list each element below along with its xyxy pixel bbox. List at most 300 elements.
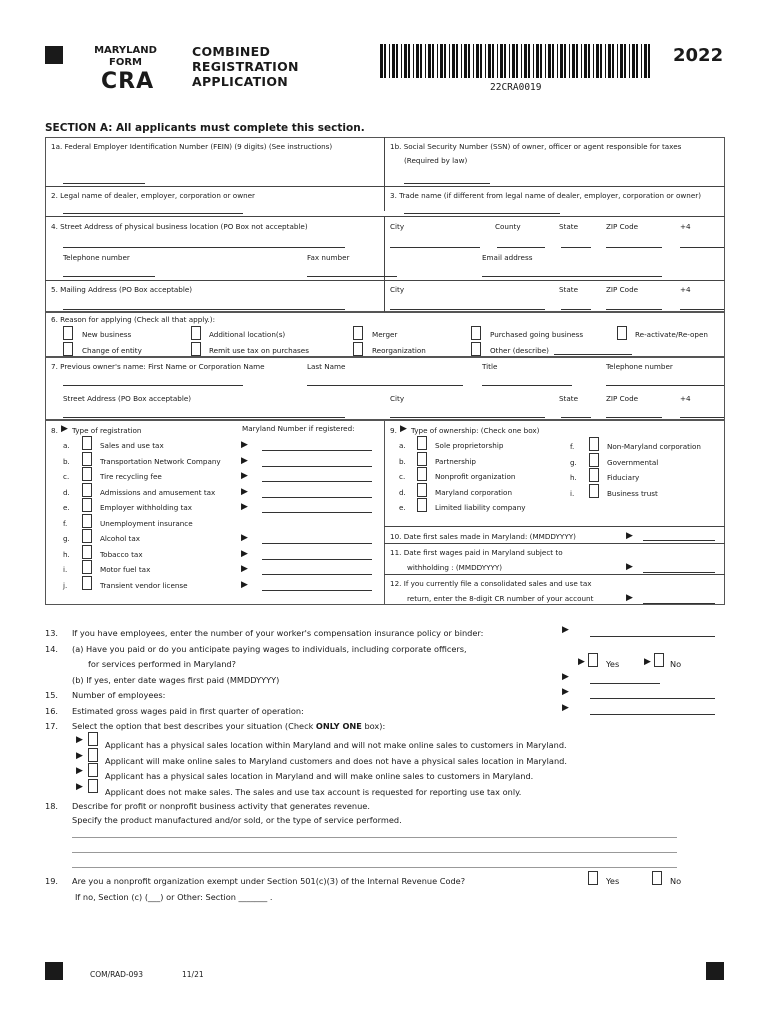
barcode-bar bbox=[588, 44, 590, 78]
divider bbox=[384, 543, 725, 544]
prev-zip-input[interactable] bbox=[606, 417, 662, 418]
barcode-bar bbox=[425, 44, 426, 78]
barcode-bar bbox=[521, 44, 522, 78]
barcode-bar bbox=[584, 44, 587, 78]
ownership-label: Nonprofit organization bbox=[435, 472, 516, 481]
barcode-bar bbox=[548, 44, 551, 78]
md-number-input[interactable] bbox=[262, 481, 372, 482]
barcode-bar bbox=[492, 44, 494, 78]
barcode-bar bbox=[401, 44, 402, 78]
registration-mark-bottom-left bbox=[45, 962, 63, 980]
cr-number-label: 12. If you currently file a consolidated sales and use tax bbox=[390, 579, 592, 588]
md-number-input[interactable] bbox=[262, 574, 372, 575]
barcode-text: 22CRA0019 bbox=[490, 82, 542, 93]
q17-option-checkbox[interactable] bbox=[88, 763, 98, 777]
legal-name-input[interactable] bbox=[63, 213, 243, 214]
footer-form-id: COM/RAD-093 bbox=[90, 970, 143, 979]
fein-input[interactable] bbox=[63, 183, 145, 184]
title-line: APPLICATION bbox=[192, 74, 289, 89]
ownership-checkbox[interactable] bbox=[417, 436, 427, 450]
prev-plus4-label: +4 bbox=[680, 394, 691, 403]
q15-number: 15. bbox=[45, 690, 59, 700]
q13-text: If you have employees, enter the number of your worker's compensation insurance policy or binder: bbox=[72, 628, 484, 638]
barcode-bar bbox=[644, 44, 647, 78]
barcode-bar bbox=[437, 44, 438, 78]
barcode-bar bbox=[600, 44, 602, 78]
arrow-icon: ▶ bbox=[626, 562, 633, 572]
prev-last-name-input[interactable] bbox=[307, 385, 463, 386]
q17-option-label: Applicant will make online sales to Maryland customers and does not have a physical sales location in Maryland. bbox=[105, 755, 567, 766]
arrow-icon: ▶ bbox=[626, 531, 633, 541]
q18-input-line-2[interactable] bbox=[72, 852, 677, 853]
first-wages-date-input[interactable] bbox=[643, 572, 715, 573]
ownership-label: Sole proprietorship bbox=[435, 441, 504, 450]
other-reason-checkbox[interactable] bbox=[471, 342, 481, 356]
barcode-bar bbox=[420, 44, 422, 78]
barcode-bar bbox=[528, 44, 530, 78]
q16-text: Estimated gross wages paid in first quarter of operation: bbox=[72, 706, 304, 716]
barcode-bar bbox=[497, 44, 498, 78]
barcode-bar bbox=[564, 44, 566, 78]
legal-name-label: 2. Legal name of dealer, employer, corporation or owner bbox=[51, 191, 256, 200]
registration-letter: d. bbox=[63, 487, 70, 497]
barcode-bar bbox=[617, 44, 618, 78]
first-sales-date-input[interactable] bbox=[643, 540, 715, 541]
prev-city-label: City bbox=[390, 394, 405, 403]
q18-text-2: Specify the product manufactured and/or sold, or the type of service performed. bbox=[72, 815, 402, 825]
barcode-bar bbox=[392, 44, 395, 78]
barcode-bar bbox=[396, 44, 398, 78]
barcode-bar bbox=[512, 44, 515, 78]
registration-letter: e. bbox=[63, 503, 70, 512]
q16-gross-wages-input[interactable] bbox=[590, 714, 715, 715]
ownership-label: Type of ownership: (Check one box) bbox=[411, 426, 540, 435]
prev-street-label: Street Address (PO Box acceptable) bbox=[63, 394, 192, 403]
barcode-bar bbox=[413, 44, 414, 78]
new-business-label: New business bbox=[82, 330, 132, 339]
ownership-letter: h. bbox=[570, 473, 577, 482]
arrow-icon: ▶ bbox=[562, 687, 569, 697]
prev-state-label: State bbox=[559, 394, 579, 403]
q17-option-checkbox[interactable] bbox=[88, 732, 98, 746]
ownership-letter: f. bbox=[570, 442, 575, 451]
barcode-bar bbox=[632, 44, 635, 78]
prev-title-input[interactable] bbox=[482, 385, 572, 386]
q14b-date-input[interactable] bbox=[590, 683, 660, 684]
barcode-bar bbox=[593, 44, 594, 78]
barcode-bar bbox=[572, 44, 575, 78]
ownership-checkbox[interactable] bbox=[589, 453, 599, 467]
section-a-heading: SECTION A: All applicants must complete this section. bbox=[45, 122, 365, 134]
divider bbox=[384, 574, 725, 575]
barcode-bar bbox=[560, 44, 563, 78]
reorganization-checkbox[interactable] bbox=[353, 342, 363, 356]
arrow-icon: ▶ bbox=[76, 735, 83, 745]
q19-yes-checkbox[interactable] bbox=[588, 871, 598, 885]
ownership-checkbox[interactable] bbox=[589, 437, 599, 451]
registration-letter: b. bbox=[63, 456, 70, 466]
ownership-number: 9. bbox=[390, 426, 397, 435]
q19-no-checkbox[interactable] bbox=[652, 871, 662, 885]
registration-type-checkbox[interactable] bbox=[82, 576, 92, 590]
md-number-input[interactable] bbox=[262, 497, 372, 498]
ownership-label: Limited liability company bbox=[435, 503, 526, 512]
ownership-letter: c. bbox=[399, 472, 406, 481]
divider bbox=[384, 137, 385, 211]
registration-type-label: Employer withholding tax bbox=[100, 503, 193, 512]
mailing-plus4-label: +4 bbox=[680, 285, 691, 294]
mailing-zip-input[interactable] bbox=[606, 309, 662, 310]
q17-option-label: Applicant has a physical sales location within Maryland and will not make online sales to customers in Maryland. bbox=[105, 740, 567, 750]
registration-letter: c. bbox=[63, 472, 70, 481]
registration-type-checkbox[interactable] bbox=[82, 452, 92, 466]
q19-number: 19. bbox=[45, 876, 59, 886]
prev-plus4-input[interactable] bbox=[680, 417, 724, 418]
barcode-bar bbox=[488, 44, 491, 78]
ownership-checkbox[interactable] bbox=[589, 468, 599, 482]
registration-mark-top-left bbox=[45, 46, 63, 64]
barcode-bar bbox=[380, 44, 383, 78]
registration-mark-bottom-right bbox=[706, 962, 724, 980]
ownership-letter: g. bbox=[570, 457, 577, 467]
ownership-letter: d. bbox=[399, 487, 406, 497]
barcode-bar bbox=[636, 44, 638, 78]
cr-number-input[interactable] bbox=[643, 603, 715, 604]
md-number-input[interactable] bbox=[262, 450, 372, 451]
state-input[interactable] bbox=[561, 247, 591, 248]
reorganization-label: Reorganization bbox=[372, 346, 426, 355]
arrow-icon: ▶ bbox=[241, 579, 248, 590]
prev-first-name-input[interactable] bbox=[63, 385, 243, 386]
fein-label: 1a. Federal Employer Identification Number (FEIN) (9 digits) (See instructions) bbox=[51, 142, 333, 151]
form-state-label bbox=[88, 45, 163, 69]
q17-number: 17. bbox=[45, 721, 59, 731]
barcode-bar bbox=[557, 44, 558, 78]
barcode-bar bbox=[605, 44, 606, 78]
ownership-letter: a. bbox=[399, 441, 406, 450]
q17-option-checkbox[interactable] bbox=[88, 748, 98, 762]
barcode-bar bbox=[389, 44, 390, 78]
q14b-text: (b) If yes, enter date wages first paid (MMDDYYYY) bbox=[72, 675, 280, 685]
arrow-icon: ▶ bbox=[241, 548, 248, 559]
mailing-city-input[interactable] bbox=[390, 309, 545, 310]
q18-number: 18. bbox=[45, 801, 59, 811]
title-label: Title bbox=[482, 362, 498, 371]
arrow-icon: ▶ bbox=[626, 593, 633, 603]
email-input[interactable] bbox=[482, 276, 662, 277]
registration-type-label: Motor fuel tax bbox=[100, 565, 151, 574]
arrow-icon: ▶ bbox=[241, 533, 248, 543]
arrow-icon: ▶ bbox=[76, 750, 83, 761]
barcode-bar bbox=[452, 44, 455, 78]
registration-letter: a. bbox=[63, 441, 70, 450]
other-reason-input[interactable] bbox=[554, 354, 632, 355]
prev-zip-label: ZIP Code bbox=[606, 394, 639, 403]
barcode-bar bbox=[449, 44, 450, 78]
barcode-bar bbox=[464, 44, 467, 78]
last-name-label: Last Name bbox=[307, 362, 346, 371]
q17-option-checkbox[interactable] bbox=[88, 779, 98, 793]
zip-label: ZIP Code bbox=[606, 222, 639, 231]
registration-type-checkbox[interactable] bbox=[82, 483, 92, 497]
registration-type-label: Tobacco tax bbox=[100, 549, 143, 559]
prev-street-input[interactable] bbox=[63, 417, 345, 418]
barcode-bar bbox=[612, 44, 614, 78]
registration-letter: i. bbox=[63, 565, 68, 574]
arrow-icon: ▶ bbox=[241, 564, 248, 574]
registration-letter: j. bbox=[63, 580, 68, 590]
title-line: COMBINED bbox=[192, 44, 271, 59]
plus4-label: +4 bbox=[680, 222, 691, 231]
county-label: County bbox=[495, 222, 521, 231]
mailing-plus4-input[interactable] bbox=[680, 309, 724, 310]
mailing-state-label: State bbox=[559, 285, 579, 294]
q17-text-bold: ONLY ONE bbox=[315, 721, 362, 731]
merger-label: Merger bbox=[372, 330, 398, 339]
barcode-bar bbox=[384, 44, 386, 78]
arrow-icon: ▶ bbox=[241, 502, 248, 512]
arrow-icon: ▶ bbox=[400, 424, 407, 434]
q19-yes-label: Yes bbox=[606, 876, 620, 886]
registration-type-label: Sales and use tax bbox=[100, 441, 164, 450]
arrow-icon: ▶ bbox=[562, 625, 569, 635]
ownership-label: Governmental bbox=[607, 457, 659, 467]
barcode-bar bbox=[608, 44, 611, 78]
barcode-bar bbox=[596, 44, 599, 78]
barcode-bar bbox=[440, 44, 443, 78]
q17-option-label: Applicant does not make sales. The sales and use tax account is requested for reporting use tax only. bbox=[105, 786, 522, 797]
md-number-input[interactable] bbox=[262, 590, 372, 591]
registration-type-checkbox[interactable] bbox=[82, 498, 92, 512]
q19-text: Are you a nonprofit organization exempt under Section 501(c)(3) of the Internal Revenue Code? bbox=[72, 876, 466, 886]
q18-input-line-3[interactable] bbox=[72, 867, 677, 868]
arrow-icon: ▶ bbox=[562, 703, 569, 713]
q14-number: 14. bbox=[45, 644, 59, 654]
trade-name-input[interactable] bbox=[404, 213, 560, 214]
title-line: REGISTRATION bbox=[192, 59, 299, 74]
change-of-entity-checkbox[interactable] bbox=[63, 342, 73, 356]
barcode-bar bbox=[516, 44, 518, 78]
city-label: City bbox=[390, 222, 405, 231]
registration-type-label: Unemployment insurance bbox=[100, 518, 193, 528]
plus4-input[interactable] bbox=[680, 247, 724, 248]
ssn-input[interactable] bbox=[404, 183, 490, 184]
barcode-bar bbox=[576, 44, 578, 78]
registration-letter: g. bbox=[63, 534, 70, 543]
first-wages-date-label: 11. Date first wages paid in Maryland subject to bbox=[390, 548, 563, 557]
arrow-icon: ▶ bbox=[76, 781, 83, 792]
reactivate-checkbox[interactable] bbox=[617, 326, 627, 340]
arrow-icon: ▶ bbox=[241, 440, 248, 450]
arrow-icon: ▶ bbox=[241, 471, 248, 481]
reason-label: 6. Reason for applying (Check all that apply.): bbox=[51, 315, 215, 324]
mailing-zip-label: ZIP Code bbox=[606, 285, 639, 294]
q17-text bbox=[72, 721, 385, 731]
form-title bbox=[192, 44, 299, 89]
q15-employees-input[interactable] bbox=[590, 698, 715, 699]
q14-no-checkbox[interactable] bbox=[654, 653, 664, 667]
registration-letter: h. bbox=[63, 549, 70, 559]
md-number-input[interactable] bbox=[262, 466, 372, 467]
fax-input[interactable] bbox=[307, 276, 397, 277]
ownership-checkbox[interactable] bbox=[417, 452, 427, 466]
q14a-text-2: for services performed in Maryland? bbox=[88, 659, 236, 669]
barcode-bar bbox=[404, 44, 407, 78]
barcode-bar bbox=[456, 44, 458, 78]
state-name: MARYLAND bbox=[94, 45, 157, 56]
divider bbox=[384, 526, 725, 527]
registration-type-label: Transportation Network Company bbox=[100, 456, 221, 466]
barcode-bar bbox=[536, 44, 539, 78]
barcode-bar bbox=[620, 44, 623, 78]
street-address-label: 4. Street Address of physical business location (PO Box not acceptable) bbox=[51, 222, 308, 231]
barcode-bar bbox=[432, 44, 434, 78]
prev-telephone-label: Telephone number bbox=[606, 362, 673, 371]
ownership-letter: i. bbox=[570, 488, 575, 498]
ssn-required-note: (Required by law) bbox=[404, 156, 468, 165]
arrow-icon: ▶ bbox=[76, 766, 83, 776]
q14-no-label: No bbox=[670, 659, 682, 669]
barcode-bar bbox=[500, 44, 503, 78]
form-code: CRA bbox=[101, 69, 155, 94]
ownership-label: Maryland corporation bbox=[435, 487, 513, 497]
registration-type-label: Admissions and amusement tax bbox=[100, 487, 216, 497]
q17-option-label: Applicant has a physical sales location in Maryland and will make online sales to customers in Maryland. bbox=[105, 771, 534, 781]
prev-city-input[interactable] bbox=[390, 417, 545, 418]
q19-text-2: If no, Section (c) (___) or Other: Section _______ . bbox=[75, 892, 273, 902]
fax-label: Fax number bbox=[307, 253, 350, 262]
city-input[interactable] bbox=[390, 247, 480, 248]
q17-text-pre: Select the option that best describes your situation (Check bbox=[72, 721, 316, 731]
mailing-address-label: 5. Mailing Address (PO Box acceptable) bbox=[51, 285, 193, 294]
ownership-checkbox[interactable] bbox=[417, 483, 427, 497]
q13-policy-input[interactable] bbox=[590, 636, 715, 637]
q14-yes-checkbox[interactable] bbox=[588, 653, 598, 667]
registration-letter: f. bbox=[63, 518, 68, 528]
first-wages-date-label-2: withholding : (MMDDYYYY) bbox=[407, 563, 503, 572]
merger-checkbox[interactable] bbox=[353, 326, 363, 340]
zip-input[interactable] bbox=[606, 247, 662, 248]
registration-type-checkbox[interactable] bbox=[82, 529, 92, 543]
mailing-address-input[interactable] bbox=[63, 309, 345, 310]
divider bbox=[384, 216, 385, 312]
barcode-bar bbox=[540, 44, 542, 78]
md-number-label: Maryland Number if registered: bbox=[242, 424, 355, 433]
registration-type-checkbox[interactable] bbox=[82, 436, 92, 450]
q14-yes-label: Yes bbox=[606, 659, 620, 669]
barcode-bar bbox=[624, 44, 626, 78]
additional-location-label: Additional location(s) bbox=[209, 330, 286, 339]
barcode-bar bbox=[648, 44, 650, 78]
arrow-icon: ▶ bbox=[644, 657, 651, 667]
ownership-label: Partnership bbox=[435, 456, 476, 466]
purchased-going-business-label: Purchased going business bbox=[490, 330, 584, 339]
divider bbox=[45, 216, 725, 217]
md-number-input[interactable] bbox=[262, 512, 372, 513]
barcode-bar bbox=[476, 44, 479, 78]
telephone-label: Telephone number bbox=[63, 253, 130, 262]
barcode-bar bbox=[485, 44, 486, 78]
registration-number: 8. bbox=[51, 426, 58, 435]
ssn-label: 1b. Social Security Number (SSN) of owner, officer or agent responsible for taxes bbox=[390, 142, 682, 151]
barcode-bar bbox=[504, 44, 506, 78]
md-number-input[interactable] bbox=[262, 543, 372, 544]
ownership-checkbox[interactable] bbox=[417, 467, 427, 481]
barcode-bar bbox=[468, 44, 470, 78]
registration-type-checkbox[interactable] bbox=[82, 545, 92, 559]
footer-date: 11/21 bbox=[182, 970, 204, 979]
change-of-entity-label: Change of entity bbox=[82, 346, 142, 355]
barcode-bar bbox=[509, 44, 510, 78]
email-label: Email address bbox=[482, 253, 533, 262]
barcode-bar bbox=[480, 44, 482, 78]
new-business-checkbox[interactable] bbox=[63, 326, 73, 340]
barcode-bar bbox=[416, 44, 419, 78]
barcode-bar bbox=[641, 44, 642, 78]
previous-owner-label: 7. Previous owner's name: First Name or Corporation Name bbox=[51, 362, 265, 371]
barcode-bar bbox=[629, 44, 630, 78]
ownership-label: Business trust bbox=[607, 488, 658, 498]
county-input[interactable] bbox=[497, 247, 545, 248]
barcode-bar bbox=[428, 44, 431, 78]
barcode-bar bbox=[552, 44, 554, 78]
barcode-bar bbox=[545, 44, 546, 78]
barcode-bar bbox=[533, 44, 534, 78]
arrow-icon: ▶ bbox=[578, 657, 585, 667]
street-address-input[interactable] bbox=[63, 247, 345, 248]
q17-text-post: box): bbox=[361, 721, 386, 731]
q13-number: 13. bbox=[45, 628, 59, 638]
registration-type-label: Tire recycling fee bbox=[100, 472, 162, 481]
telephone-input[interactable] bbox=[63, 276, 155, 277]
mailing-city-label: City bbox=[390, 285, 405, 294]
additional-location-checkbox[interactable] bbox=[191, 326, 201, 340]
barcode-bar bbox=[408, 44, 410, 78]
divider bbox=[45, 186, 725, 187]
purchased-going-business-checkbox[interactable] bbox=[471, 326, 481, 340]
prev-state-input[interactable] bbox=[561, 417, 591, 418]
barcode-bar bbox=[473, 44, 474, 78]
q18-input-line-1[interactable] bbox=[72, 837, 677, 838]
barcode-bar bbox=[569, 44, 570, 78]
form-word: FORM bbox=[109, 57, 142, 68]
arrow-icon: ▶ bbox=[562, 672, 569, 682]
trade-name-label: 3. Trade name (if different from legal name of dealer, employer, corporation or owner) bbox=[390, 191, 701, 200]
registration-type-label: Type of registration bbox=[72, 426, 142, 435]
barcode bbox=[380, 44, 654, 78]
arrow-icon: ▶ bbox=[61, 424, 68, 434]
first-sales-date-label: 10. Date first sales made in Maryland: (MMDDYYYY) bbox=[390, 532, 576, 541]
q15-text: Number of employees: bbox=[72, 690, 166, 700]
arrow-icon: ▶ bbox=[241, 486, 248, 497]
prev-telephone-input[interactable] bbox=[606, 385, 724, 386]
arrow-icon: ▶ bbox=[241, 455, 248, 466]
registration-type-checkbox[interactable] bbox=[82, 514, 92, 528]
md-number-input[interactable] bbox=[262, 559, 372, 560]
form-year: 2022 bbox=[673, 45, 724, 66]
registration-type-checkbox[interactable] bbox=[82, 467, 92, 481]
ownership-label: Non-Maryland corporation bbox=[607, 442, 701, 451]
registration-type-label: Alcohol tax bbox=[100, 534, 140, 543]
barcode-bar bbox=[524, 44, 527, 78]
ownership-checkbox[interactable] bbox=[589, 484, 599, 498]
ownership-checkbox[interactable] bbox=[417, 498, 427, 512]
remit-use-tax-checkbox[interactable] bbox=[191, 342, 201, 356]
divider bbox=[45, 280, 725, 281]
mailing-state-input[interactable] bbox=[561, 309, 591, 310]
registration-type-checkbox[interactable] bbox=[82, 560, 92, 574]
barcode-bar bbox=[461, 44, 462, 78]
